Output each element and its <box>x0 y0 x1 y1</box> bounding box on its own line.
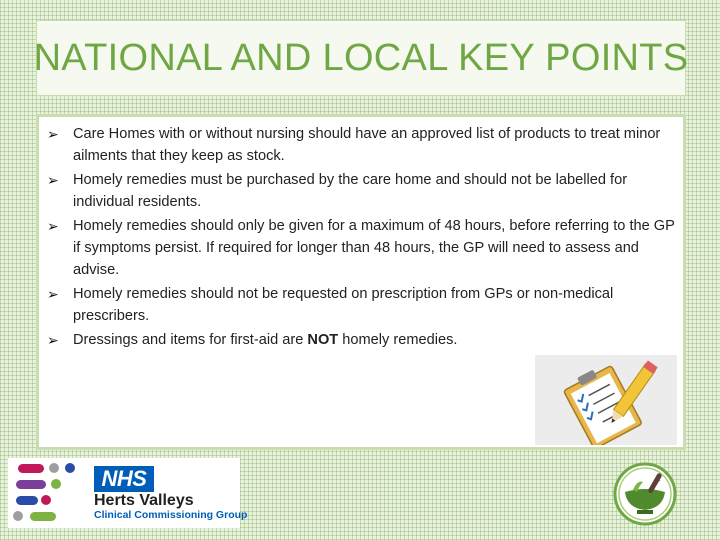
nhs-badge: NHS <box>94 466 154 492</box>
bullet-text-after: homely remedies. <box>338 332 458 348</box>
bullet-item <box>47 215 679 281</box>
content-box <box>36 114 686 450</box>
org-name: Herts Valleys <box>94 492 194 509</box>
bullet-text: Homely remedies must be purchased by the care home and should not be labelled for individual residents. <box>73 172 628 210</box>
bullet-item <box>47 123 679 167</box>
clipboard-pencil-icon <box>535 355 677 445</box>
bullet-text-before: Dressings and items for first-aid are <box>73 332 308 348</box>
bullet-item <box>47 169 679 213</box>
arrowhead-bullet-icon: ➢ <box>47 332 59 348</box>
footer-logo-area <box>8 458 248 528</box>
bullet-text: Homely remedies should only be given for a maximum of 48 hours, before referring to the GP if symptoms persist. If required for longer than 48 hours, the GP will need to assess and advise. <box>73 218 675 278</box>
slide-title: NATIONAL AND LOCAL KEY POINTS <box>33 36 689 79</box>
bullet-item <box>47 329 679 351</box>
bullet-item <box>47 283 679 327</box>
mortar-pestle-icon <box>603 462 687 526</box>
bullet-text-bold: NOT <box>307 332 339 348</box>
bullet-list <box>47 123 679 353</box>
checklist-clipboard-image <box>535 355 677 445</box>
org-subtitle: Clinical Commissioning Group <box>94 509 248 521</box>
arrowhead-bullet-icon: ➢ <box>47 172 59 188</box>
arrowhead-bullet-icon: ➢ <box>47 286 59 302</box>
brand-dots-icon <box>12 460 92 526</box>
arrowhead-bullet-icon: ➢ <box>47 218 59 234</box>
mortar-pestle-logo <box>603 462 687 526</box>
title-box <box>33 20 689 96</box>
bullet-text: Homely remedies should not be requested on prescription from GPs or non-medical prescribers. <box>73 286 614 324</box>
arrowhead-bullet-icon: ➢ <box>47 126 59 142</box>
bullet-text: Care Homes with or without nursing should have an approved list of products to treat minor ailments that they keep as stock. <box>73 126 661 164</box>
